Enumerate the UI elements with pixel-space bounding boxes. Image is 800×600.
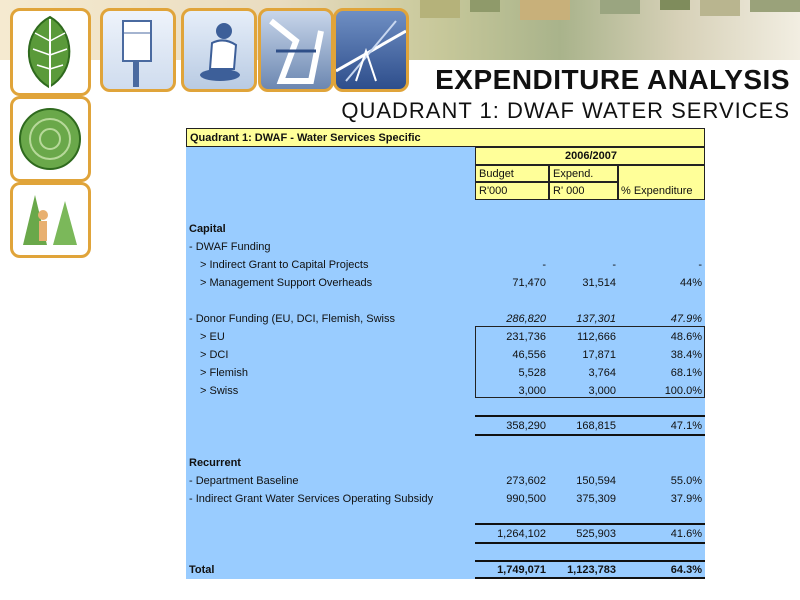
year-header	[475, 147, 705, 165]
recurrent-line-top	[475, 523, 705, 525]
people-trees-icon	[10, 182, 91, 258]
expend-unit: R' 000	[553, 185, 585, 197]
table-row: > Swiss 3,000 3,000 100.0%	[200, 385, 702, 397]
washing-icon	[181, 8, 257, 92]
budget-unit: R'000	[479, 185, 508, 197]
table-title: Quadrant 1: DWAF - Water Services Specific	[186, 128, 705, 147]
page-title: EXPENDITURE ANALYSIS	[435, 64, 790, 95]
expend-label: Expend.	[553, 168, 594, 180]
table-row: > Management Support Overheads 71,470 31,514 44%	[200, 277, 702, 289]
waterfall-icon	[258, 8, 334, 92]
table-row: Capital	[189, 223, 226, 235]
expend-header	[549, 165, 618, 182]
table-row: Total 1,749,071 1,123,783 64.3%	[189, 564, 702, 576]
table-row: - Donor Funding (EU, DCI, Flemish, Swiss 286,820 137,301 47.9%	[189, 313, 702, 325]
expenditure-table	[186, 128, 705, 579]
table-row: Recurrent	[189, 457, 241, 469]
tree-ring-icon	[10, 96, 91, 182]
year-label: 2006/2007	[565, 150, 617, 162]
subtotal-line-top	[475, 415, 705, 417]
expend-unit-header	[549, 182, 618, 200]
table-row: > Flemish 5,528 3,764 68.1%	[200, 367, 702, 379]
budget-label: Budget	[479, 168, 514, 180]
page-subtitle: QUADRANT 1: DWAF WATER SERVICES	[341, 98, 790, 123]
table-row: - Department Baseline 273,602 150,594 55.0%	[189, 475, 702, 487]
table-row: - DWAF Funding	[189, 241, 271, 253]
irrigation-icon	[333, 8, 409, 92]
table-row: > Indirect Grant to Capital Projects - - -	[200, 259, 702, 271]
water-tank-icon	[100, 8, 176, 92]
table-row: 358,290 168,815 47.1%	[506, 420, 702, 432]
table-row: > EU 231,736 112,666 48.6%	[200, 331, 702, 343]
table-row: 1,264,102 525,903 41.6%	[497, 528, 702, 540]
table-row: - Indirect Grant Water Services Operating Subsidy 990,500 375,309 37.9%	[189, 493, 702, 505]
pct-header	[618, 165, 705, 200]
pct-label: % Expenditure	[621, 185, 693, 197]
budget-unit-header	[475, 182, 549, 200]
budget-header	[475, 165, 549, 182]
leaf-icon	[10, 8, 91, 96]
table-row: > DCI 46,556 17,871 38.4%	[200, 349, 702, 361]
